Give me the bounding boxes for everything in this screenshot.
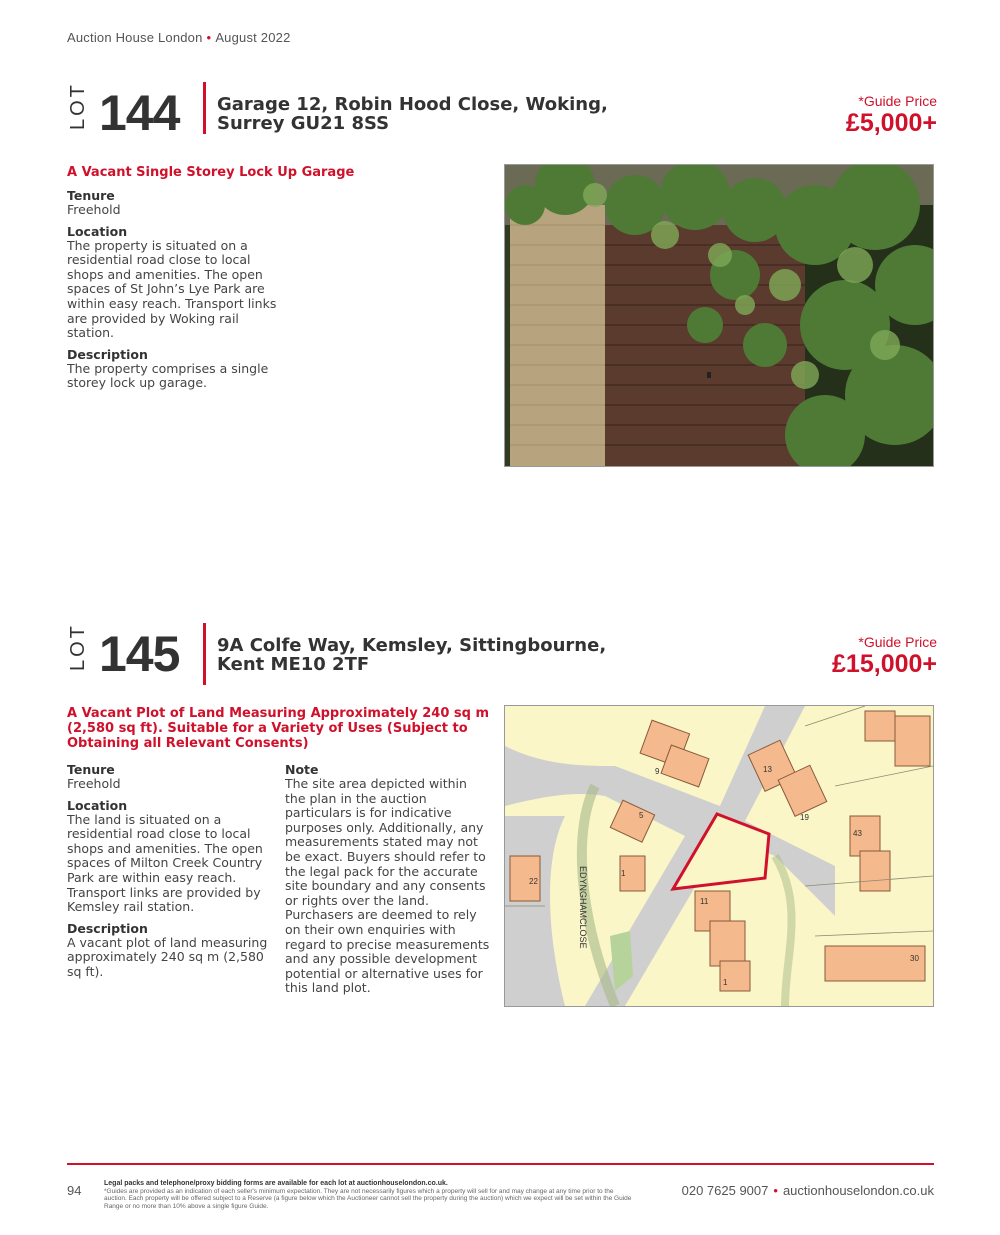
house-number: 13 xyxy=(763,765,772,774)
guide-price-block xyxy=(832,634,937,677)
address-line-2: Surrey GU21 8SS xyxy=(217,113,390,134)
website-link[interactable]: auctionhouselondon.co.uk xyxy=(782,1183,934,1198)
page-number: 94 xyxy=(67,1183,82,1198)
house-number: 11 xyxy=(700,897,709,906)
guide-price-value: £15,000+ xyxy=(832,650,937,678)
lot-address xyxy=(217,95,608,133)
lot-label: LOT xyxy=(67,623,89,671)
address-line-1: 9A Colfe Way, Kemsley, Sittingbourne, xyxy=(217,635,607,656)
note-text: The site area depicted within the plan in the auction particulars is for indicative purposes only. Additionally, any measurements stated may not be exact. Buyers should refer to the legal pack for the accurate site boundary and any consents or rights over the land. Purchasers are deemed to rely on their own enquiries with regard to precise measurements and any possible development potential or alternative uses for this land plot. xyxy=(285,776,490,996)
legal-text: *Guides are provided as an indication of each seller's minimum expectation. They are not necessarily figures which a property will sell for and may change at any time prior to the auction. Each property will be offered subject to a Reserve (a figure below which the Auctioneer cannot sell the property during the auction) which we expect will be set within the Guide Range or no more than 10% above a single figure Guide. xyxy=(104,1187,632,1210)
house-number: 30 xyxy=(910,954,919,963)
site-plan-map xyxy=(504,705,934,1007)
issue-date: August 2022 xyxy=(215,30,291,45)
description-text: A vacant plot of land measuring approximately 240 sq m (2,580 sq ft). xyxy=(67,934,268,979)
house-number: 22 xyxy=(529,877,538,886)
tenure-title: Tenure xyxy=(67,762,115,777)
lot-details xyxy=(67,763,279,987)
lot-divider xyxy=(203,82,206,134)
separator-dot: • xyxy=(773,1183,778,1198)
house-number: 5 xyxy=(639,811,644,820)
house-number: 43 xyxy=(853,829,862,838)
tenure-text: Freehold xyxy=(67,776,121,791)
lot-number: 145 xyxy=(99,626,180,682)
contact-info xyxy=(682,1183,934,1198)
guide-price-value: £5,000+ xyxy=(845,109,937,137)
house-number: 19 xyxy=(800,813,809,822)
house-number: 1 xyxy=(621,869,626,878)
site-plan-illustration xyxy=(505,706,933,1006)
tenure-text: Freehold xyxy=(67,202,121,217)
location-text: The property is situated on a residential road close to local shops and amenities. The open spaces of St John’s Lye Park are within easy reach. Transport links are provided by Woking rail station. xyxy=(67,237,277,341)
location-title: Location xyxy=(67,223,128,239)
guide-price-label: *Guide Price xyxy=(858,634,937,650)
description-title: Description xyxy=(67,920,148,936)
lot-address xyxy=(217,636,606,674)
phone-number[interactable]: 020 7625 9007 xyxy=(681,1183,769,1198)
description-title: Description xyxy=(67,346,148,362)
location-title: Location xyxy=(67,797,128,813)
garage-photo xyxy=(504,164,934,467)
guide-price-block xyxy=(846,93,937,136)
house-number: 9 xyxy=(655,767,660,776)
lot-headline: A Vacant Single Storey Lock Up Garage xyxy=(67,165,355,180)
lot-note xyxy=(285,763,490,1003)
separator-dot: • xyxy=(206,30,212,45)
page-header xyxy=(67,30,291,45)
road-name-1: EDYNGHAM xyxy=(578,866,588,919)
location-text: The land is situated on a residential road close to local shops and amenities. The open spaces of Milton Creek Country Park are within easy reach. Transport links are provided by Kemsley rail station. xyxy=(67,811,263,915)
house-number: 1 xyxy=(723,978,728,987)
address-line-1: Garage 12, Robin Hood Close, Woking, xyxy=(217,94,608,115)
lot-label: LOT xyxy=(67,82,89,130)
lot-number: 144 xyxy=(99,85,180,141)
publisher-name: Auction House London xyxy=(67,30,203,45)
lot-details xyxy=(67,189,287,398)
guide-price-label: *Guide Price xyxy=(858,93,937,109)
legal-bold-line: Legal packs and telephone/proxy bidding forms are available for each lot at auctionhouselondon.co.uk. xyxy=(104,1180,448,1187)
lot-divider xyxy=(203,623,206,685)
lot-headline: A Vacant Plot of Land Measuring Approximately 240 sq m (2,580 sq ft). Suitable for a Variety of Uses (Subject to Obtaining all Relevant Consents) xyxy=(67,706,490,751)
description-text: The property comprises a single storey lock up garage. xyxy=(67,360,269,391)
road-name-2: CLOSE xyxy=(578,918,588,949)
footer-divider xyxy=(67,1163,934,1165)
address-line-2: Kent ME10 2TF xyxy=(217,654,370,675)
legal-notice xyxy=(104,1180,634,1210)
tenure-title: Tenure xyxy=(67,188,115,203)
note-title: Note xyxy=(285,762,319,777)
garage-photo-illustration xyxy=(505,165,933,466)
